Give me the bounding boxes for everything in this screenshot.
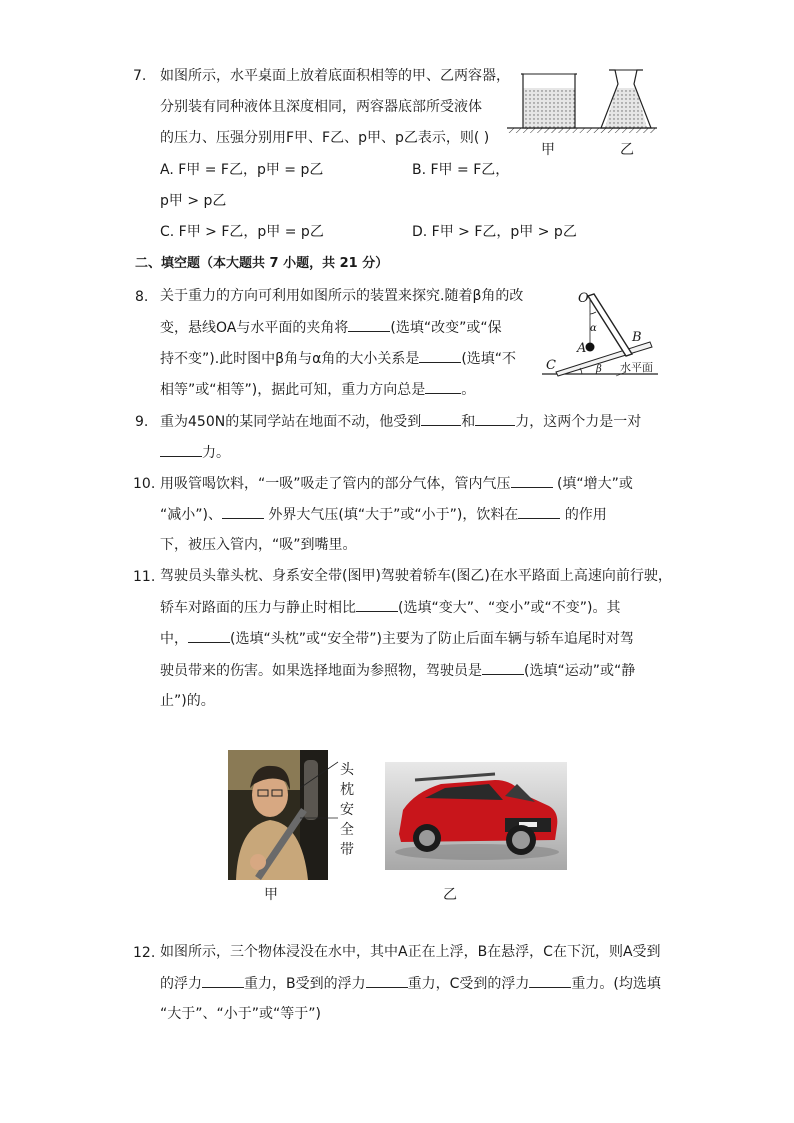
answer-blank[interactable] — [475, 411, 515, 426]
answer-blank[interactable] — [366, 973, 408, 988]
question-line — [160, 379, 475, 400]
answer-blank[interactable] — [188, 628, 230, 643]
question-text: 外界大气压(填“大于”或“小于”)，饮料在 — [268, 507, 519, 523]
question-number: 8. — [135, 289, 149, 305]
question-text: (选填“运动”或“静 — [524, 663, 636, 679]
caption-jia: 甲 — [264, 887, 278, 903]
label-seatbelt: 安全带 — [340, 802, 354, 858]
question-text: (选填“变大”、“变小”或“不变”)。其 — [398, 600, 621, 616]
answer-blank[interactable] — [419, 348, 461, 363]
question-number: 11. — [133, 569, 156, 585]
question-text: (选填“改变”或“保 — [390, 320, 502, 336]
question-number: 9. — [135, 414, 149, 430]
question-text: 中， — [160, 631, 188, 647]
label-o: O — [578, 291, 589, 306]
question-text: (选填“头枕”或“安全带”)主要为了防止后面车辆与轿车追尾时对驾 — [230, 631, 634, 647]
question-text: “大于”、“小于”或“等于”) — [160, 1006, 321, 1022]
question-number: 12. — [133, 945, 156, 961]
question-line — [160, 411, 641, 432]
question-line — [160, 442, 230, 463]
figure-label-jia: 甲 — [541, 142, 555, 158]
answer-blank[interactable] — [482, 660, 524, 675]
question-text: 。 — [461, 382, 476, 398]
option-a: A. F甲 = F乙，p甲 = p乙 — [160, 162, 324, 178]
question-text: (选填“不 — [461, 351, 517, 367]
question-text: 力。 — [202, 445, 230, 461]
caption-yi: 乙 — [443, 887, 457, 903]
label-horizontal-plane: 水平面 — [620, 361, 653, 374]
containers-figure — [505, 66, 665, 161]
question-text: 的压力、压强分别用F甲、F乙、p甲、p乙表示，则( ) — [160, 130, 490, 146]
question-text: 关于重力的方向可利用如图所示的装置来探究.随着β角的改 — [160, 288, 524, 304]
answer-blank[interactable] — [425, 379, 461, 394]
question-text: 如图所示，三个物体浸没在水中，其中A正在上浮，B在悬浮，C在下沉，则A受到 — [160, 944, 661, 960]
option-c: C. F甲 > F乙，p甲 = p乙 — [160, 224, 324, 240]
question-text: 如图所示，水平桌面上放着底面积相等的甲、乙两容器， — [160, 68, 510, 84]
label-b: B — [632, 330, 642, 345]
option-d: D. F甲 > F乙，p甲 > p乙 — [412, 224, 577, 240]
answer-blank[interactable] — [202, 973, 244, 988]
question-line — [160, 473, 633, 494]
question-text: 和 — [461, 414, 476, 430]
answer-blank[interactable] — [348, 317, 390, 332]
answer-blank[interactable] — [356, 597, 398, 612]
section-heading: 二、填空题（本大题共 7 小题，共 21 分） — [135, 256, 389, 271]
question-text: 用吸管喝饮料，“一吸”吸走了管内的部分气体，管内气压 — [160, 476, 511, 492]
question-text: 分别装有同种液体且深度相同，两容器底部所受液体 — [160, 99, 482, 115]
question-text: 轿车对路面的压力与静止时相比 — [160, 600, 356, 616]
question-text: 重为450N的某同学站在地面不动，他受到 — [160, 414, 422, 430]
label-headrest: 头枕 — [340, 762, 354, 798]
question-text: 驾驶员头靠头枕、身系安全带(图甲)驾驶着轿车(图乙)在水平路面上高速向前行驶， — [160, 568, 672, 584]
label-alpha: α — [590, 323, 597, 334]
question-number: 10. — [133, 476, 156, 492]
answer-blank[interactable] — [421, 411, 461, 426]
answer-blank[interactable] — [222, 504, 264, 519]
question-text: 驶员带来的伤害。如果选择地面为参照物，驾驶员是 — [160, 663, 482, 679]
option-b: B. F甲 = F乙， — [412, 162, 510, 178]
question-text: 的浮力 — [160, 976, 202, 992]
label-a: A — [577, 341, 587, 356]
car-photo — [385, 762, 567, 870]
figure-label-yi: 乙 — [620, 142, 634, 158]
answer-blank[interactable] — [518, 504, 560, 519]
question-text: 相等”或“相等”)，据此可知，重力方向总是 — [160, 382, 426, 398]
question-line — [160, 628, 634, 649]
question-text: 变，悬线OA与水平面的夹角将 — [160, 320, 349, 336]
question-text: 重力。(均选填 — [571, 976, 661, 992]
question-line — [160, 973, 661, 994]
question-text: (填“增大”或 — [556, 476, 633, 492]
question-text: 下，被压入管内，“吸”到嘴里。 — [160, 537, 357, 553]
label-pointers — [300, 758, 340, 838]
label-c: C — [546, 358, 556, 373]
question-line — [160, 504, 607, 525]
question-text: 止”)的。 — [160, 693, 215, 709]
question-text: 的作用 — [564, 507, 607, 523]
question-text: 持不变”).此时图中β角与α角的大小关系是 — [160, 351, 420, 367]
question-text: 力，这两个力是一对 — [515, 414, 642, 430]
answer-blank[interactable] — [529, 973, 571, 988]
question-text: 重力，C受到的浮力 — [407, 976, 530, 992]
question-line — [160, 348, 516, 369]
option-b-continued: p甲 > p乙 — [160, 193, 227, 209]
label-beta: β — [596, 364, 602, 375]
question-text: 重力，B受到的浮力 — [244, 976, 366, 992]
answer-blank[interactable] — [160, 442, 202, 457]
question-text: “减小”)、 — [160, 507, 222, 523]
question-number: 7. — [133, 68, 147, 84]
question-line — [160, 597, 620, 618]
answer-blank[interactable] — [511, 473, 553, 488]
question-line — [160, 317, 502, 338]
question-line — [160, 660, 635, 681]
